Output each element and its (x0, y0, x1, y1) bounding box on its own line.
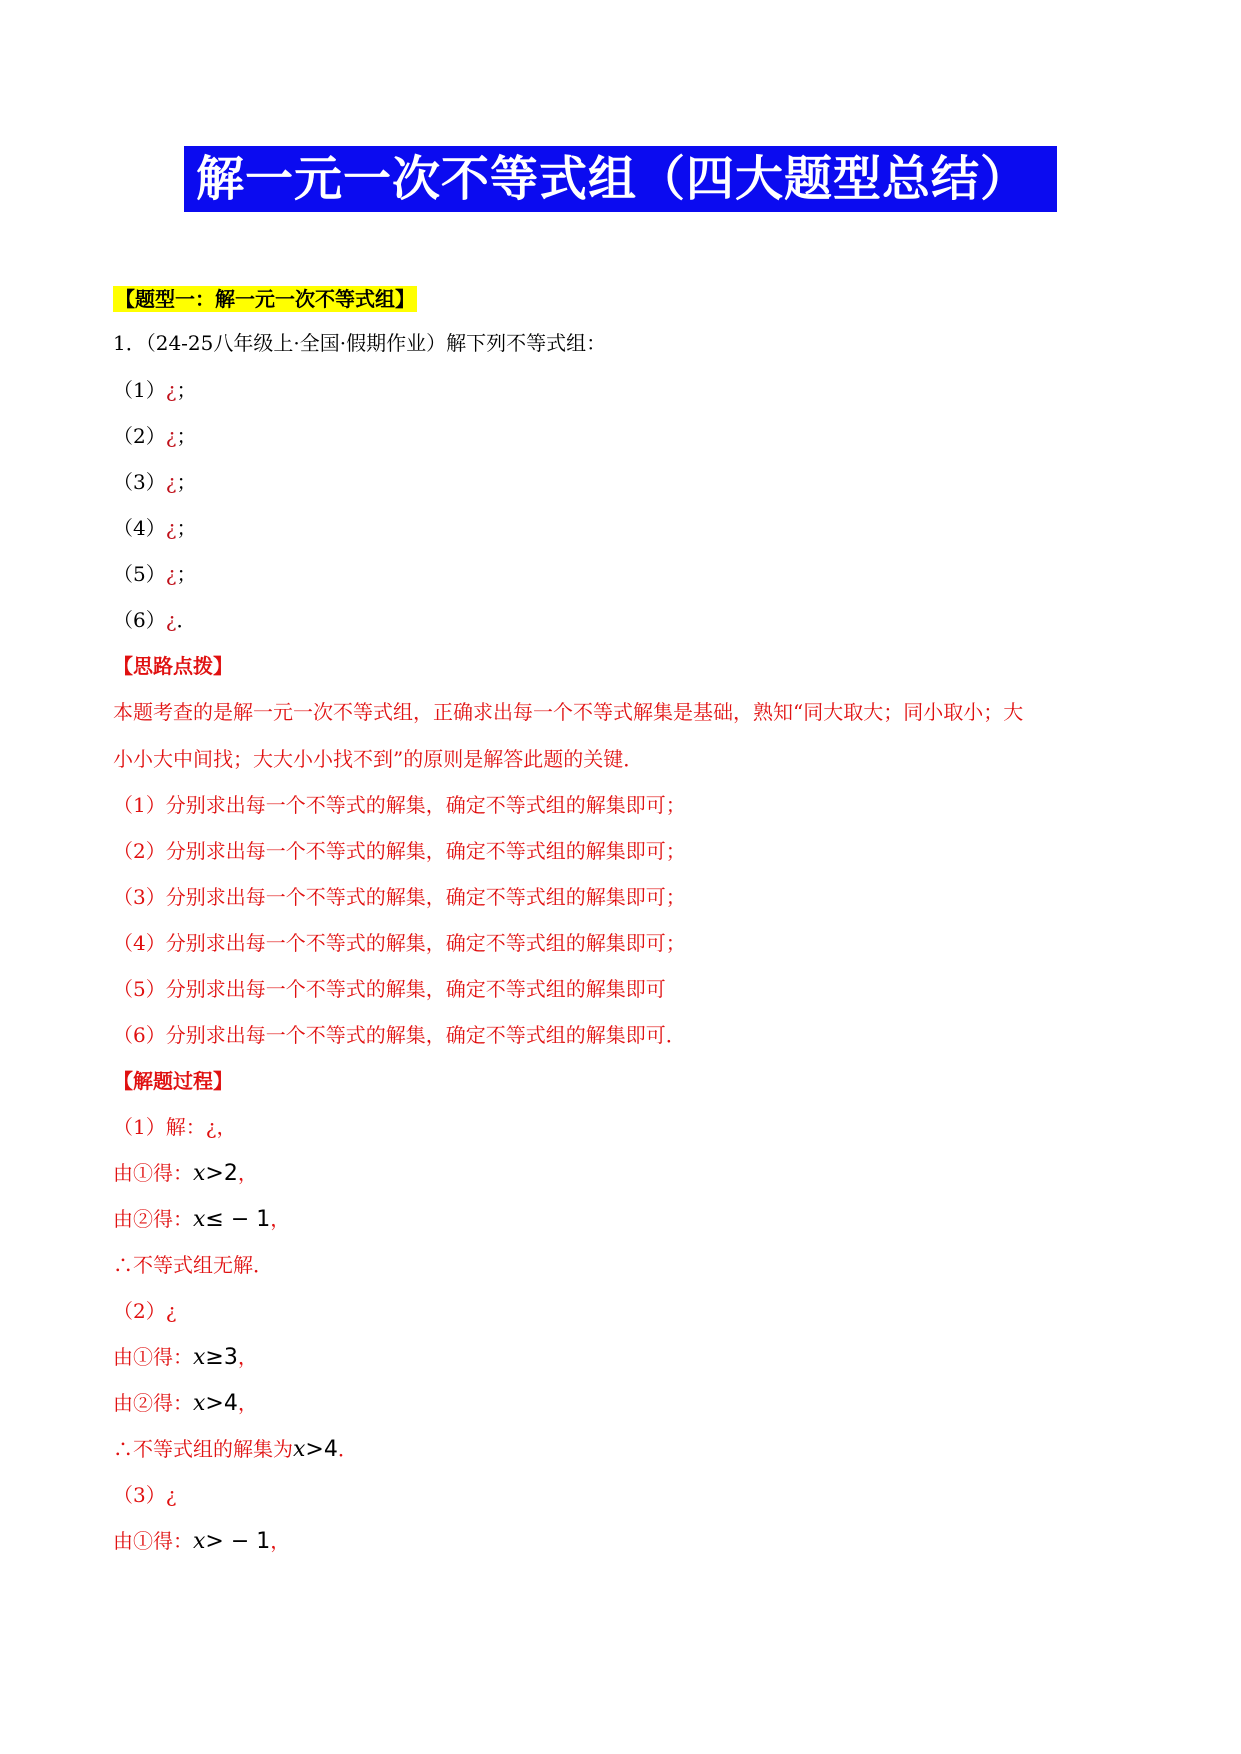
section-heading-text: 【题型一：解一元一次不等式组】 (115, 287, 415, 311)
title-container (0, 146, 1241, 212)
math-expression: x> − 1 (193, 1529, 271, 1554)
solution-step-2a: 由①得：x≥3， (113, 1345, 258, 1370)
problem-part-3: （3）¿； (113, 470, 197, 494)
solution-step-1a: 由①得：x>2， (113, 1161, 258, 1186)
math-expression: x>4 (193, 1391, 238, 1416)
hint-step-6: （6）分别求出每一个不等式的解集，确定不等式组的解集即可． (113, 1023, 686, 1047)
section-heading (113, 286, 417, 312)
hint-heading: 【思路点拨】 (113, 654, 233, 678)
problem-part-5: （5）¿； (113, 562, 197, 586)
problem-stem: 1．（24-25八年级上·全国·假期作业）解下列不等式组： (113, 331, 607, 355)
solution-conclusion-2: ∴不等式组的解集为x>4． (113, 1437, 358, 1462)
solution-heading: 【解题过程】 (113, 1069, 233, 1093)
hint-step-4: （4）分别求出每一个不等式的解集，确定不等式组的解集即可； (113, 931, 686, 955)
page-title: 解一元一次不等式组（四大题型总结） (184, 146, 1057, 212)
hint-paragraph-line-1: 本题考查的是解一元一次不等式组，正确求出每一个不等式解集是基础，熟知“同大取大；同小取小；大 (113, 700, 1024, 724)
hint-step-5: （5）分别求出每一个不等式的解集，确定不等式组的解集即可 (113, 977, 666, 1001)
hint-step-2: （2）分别求出每一个不等式的解集，确定不等式组的解集即可； (113, 839, 686, 863)
problem-part-4: （4）¿； (113, 516, 197, 540)
solution-step-1b: 由②得：x≤ − 1， (113, 1207, 291, 1232)
math-expression: x>2 (193, 1161, 238, 1186)
math-expression: x≤ − 1 (193, 1207, 271, 1232)
hint-step-1: （1）分别求出每一个不等式的解集，确定不等式组的解集即可； (113, 793, 686, 817)
solution-step-3a: 由①得：x> − 1， (113, 1529, 291, 1554)
solution-part-2-label: （2）¿ (113, 1299, 177, 1323)
solution-part-1-label: （1）解：¿， (113, 1115, 237, 1139)
math-expression: x≥3 (193, 1345, 238, 1370)
hint-step-3: （3）分别求出每一个不等式的解集，确定不等式组的解集即可； (113, 885, 686, 909)
hint-paragraph-line-2: 小小大中间找；大大小小找不到”的原则是解答此题的关键． (113, 747, 644, 771)
problem-part-2: （2）¿； (113, 424, 197, 448)
solution-step-2b: 由②得：x>4， (113, 1391, 258, 1416)
solution-conclusion-1: ∴不等式组无解． (113, 1253, 273, 1277)
problem-part-1: （1）¿； (113, 378, 197, 402)
problem-part-6: （6）¿． (113, 608, 197, 632)
solution-part-3-label: （3）¿ (113, 1483, 177, 1507)
math-expression: x>4 (293, 1437, 338, 1462)
